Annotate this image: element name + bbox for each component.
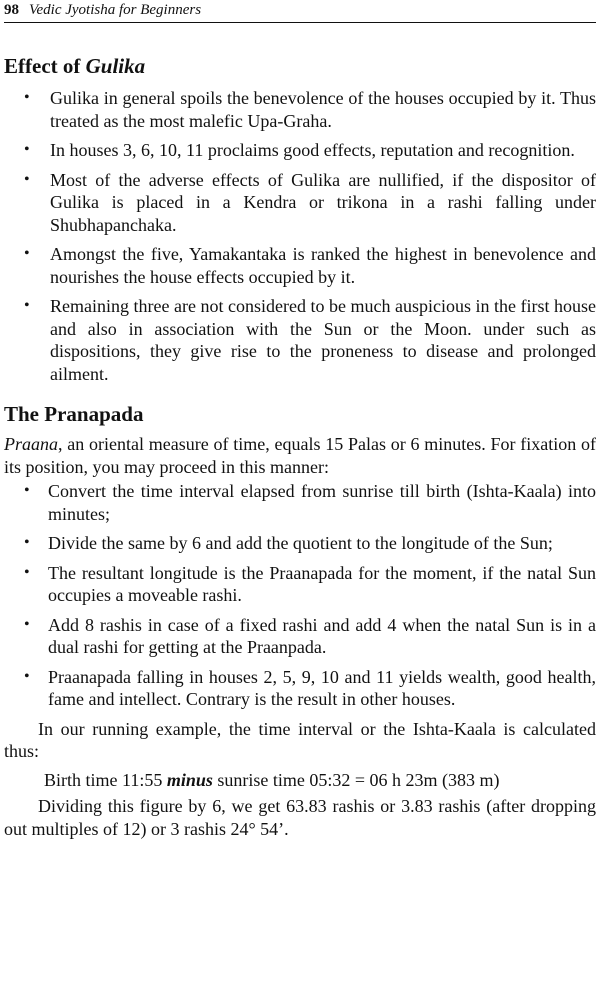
list-item: • In houses 3, 6, 10, 11 proclaims good effects, reputation and recognition. — [4, 139, 596, 162]
dividing-paragraph: Dividing this figure by 6, we get 63.83 rashis or 3.83 rashis (after dropping out multiples of 12) or 3 rashis 24° 54’. — [4, 796, 596, 839]
list-item: • Praanapada falling in houses 2, 5, 9, 10 and 11 yields wealth, good health, fame and intellect. Contrary is the result in other houses. — [4, 666, 596, 711]
list-item: • Most of the adverse effects of Gulika are nullified, if the dispositor of Gulika is placed in a Kendra or trikona in a rashi falling under Shubhapanchaka. — [4, 169, 596, 237]
gulika-bullet-list — [4, 87, 596, 385]
calc-before: Birth time 11:55 — [44, 769, 167, 790]
list-item: • Amongst the five, Yamakantaka is ranked the highest in benevolence and nourishes the house effects occupied by it. — [4, 243, 596, 288]
pranapada-bullet-list — [4, 480, 596, 711]
list-item: • Remaining three are not considered to be much auspicious in the first house and also in association with the Sun or the Moon. under such as dispositions, they give rise to the proneness to disease and prolonged ailment. — [4, 295, 596, 385]
page-number: 98 — [4, 2, 19, 18]
list-item: • Add 8 rashis in case of a fixed rashi and add 4 when the natal Sun is in a dual rashi for getting at the Praanpada. — [4, 614, 596, 659]
heading-italic: Gulika — [85, 54, 146, 78]
section-heading-gulika — [4, 53, 596, 79]
example-paragraph: In our running example, the time interval or the Ishta-Kaala is calculated thus: — [4, 718, 596, 761]
calc-minus: minus — [166, 769, 213, 790]
section-heading-pranapada: The Pranapada — [4, 402, 144, 426]
calc-after: sunrise time 05:32 = 06 h 23m (383 m) — [212, 769, 500, 790]
list-item: • The resultant longitude is the Praanapada for the moment, if the natal Sun occupies a moveable rashi. — [4, 562, 596, 607]
intro-italic-term: Praana — [4, 434, 58, 454]
book-title: Vedic Jyotisha for Beginners — [29, 2, 202, 18]
intro-text: , an oriental measure of time, equals 15 Palas or 6 minutes. For fixation of its position, you may proceed in this manner: — [4, 434, 596, 477]
running-header — [4, 0, 596, 23]
pranapada-intro — [4, 433, 596, 478]
calculation-line — [4, 769, 596, 792]
list-item: • Divide the same by 6 and add the quotient to the longitude of the Sun; — [4, 532, 596, 555]
heading-prefix: Effect of — [4, 54, 86, 78]
list-item: • Gulika in general spoils the benevolence of the houses occupied by it. Thus treated as the most malefic Upa-Graha. — [4, 87, 596, 132]
list-item: • Convert the time interval elapsed from sunrise till birth (Ishta-Kaala) into minutes; — [4, 480, 596, 525]
